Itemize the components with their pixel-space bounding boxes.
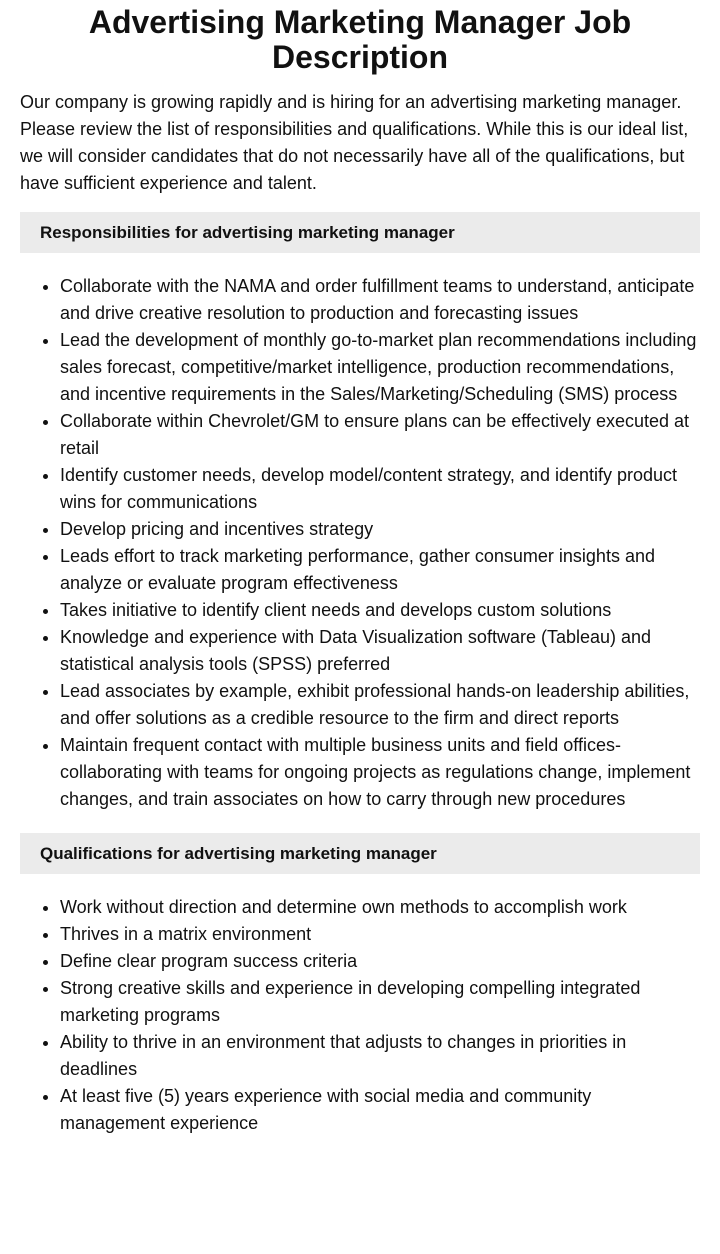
list-item: • Ability to thrive in an environment that adjusts to changes in priorities in deadlines	[60, 1029, 700, 1083]
responsibilities-heading: Responsibilities for advertising marketing manager	[20, 212, 700, 253]
list-item: • Identify customer needs, develop model/content strategy, and identify product wins for communications	[60, 462, 700, 516]
list-item: • Strong creative skills and experience in developing compelling integrated marketing programs	[60, 975, 700, 1029]
list-item: • Leads effort to track marketing performance, gather consumer insights and analyze or evaluate program effectiveness	[60, 543, 700, 597]
list-item: • Maintain frequent contact with multiple business units and field offices-collaborating with teams for ongoing projects as regulations change, implement changes, and train associates on how to carry through new procedures	[60, 732, 700, 813]
list-item: • Thrives in a matrix environment	[60, 921, 700, 948]
list-item: • Collaborate with the NAMA and order fulfillment teams to understand, anticipate and drive creative resolution to production and forecasting issues	[60, 273, 700, 327]
list-item: • Takes initiative to identify client needs and develops custom solutions	[60, 597, 700, 624]
list-item: • At least five (5) years experience with social media and community management experience	[60, 1083, 700, 1137]
list-item: • Lead associates by example, exhibit professional hands-on leadership abilities, and offer solutions as a credible resource to the firm and direct reports	[60, 678, 700, 732]
qualifications-list	[20, 894, 700, 1137]
job-description	[0, 5, 720, 1137]
list-item: • Define clear program success criteria	[60, 948, 700, 975]
list-item: • Lead the development of monthly go-to-market plan recommendations including sales forecast, competitive/market intelligence, production recommendations, and incentive requirements in the Sales/Marketing/Scheduling (SMS) process	[60, 327, 700, 408]
responsibilities-list	[20, 273, 700, 813]
list-item: • Knowledge and experience with Data Visualization software (Tableau) and statistical analysis tools (SPSS) preferred	[60, 624, 700, 678]
page-title: Advertising Marketing Manager Job Description	[88, 4, 632, 75]
qualifications-heading: Qualifications for advertising marketing manager	[20, 833, 700, 874]
list-item: • Work without direction and determine own methods to accomplish work	[60, 894, 700, 921]
intro-paragraph: Our company is growing rapidly and is hiring for an advertising marketing manager. Please review the list of responsibilities and qualifications. While this is our ideal list, we will consider candidates that do not necessarily have all of the qualifications, but have sufficient experience and talent.	[20, 92, 689, 193]
list-item: • Develop pricing and incentives strategy	[60, 516, 700, 543]
list-item: • Collaborate within Chevrolet/GM to ensure plans can be effectively executed at retail	[60, 408, 700, 462]
